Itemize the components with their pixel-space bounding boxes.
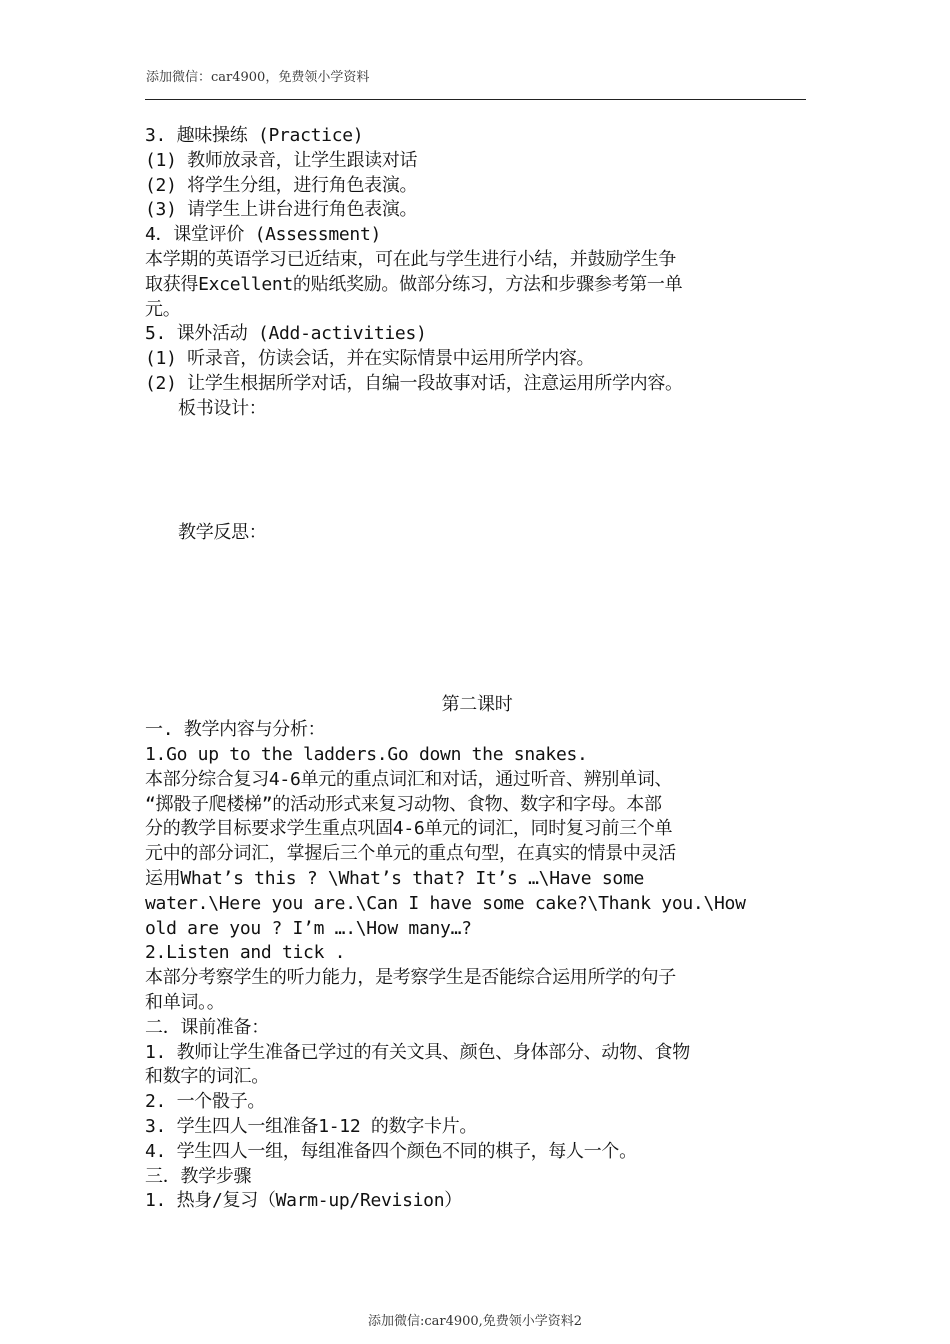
part-1-text-line-7: old are you ? I’m ….\How many…? bbox=[145, 917, 472, 939]
practice-assessment-activities-section bbox=[145, 124, 809, 422]
add-activities-heading: 5. 课外活动 (Add-activities) bbox=[145, 323, 427, 345]
part-1-text-line-4: 元中的部分词汇，掌握后三个单元的重点句型，在真实的情景中灵活 bbox=[145, 843, 676, 865]
part-2-title: 2.Listen and tick . bbox=[145, 942, 346, 964]
assessment-text-line-2: 取获得Excellent的贴纸奖励。做部分练习，方法和步骤参考第一单 bbox=[145, 273, 683, 295]
preparation-item-1-line-1: 1. 教师让学生准备已学过的有关文具、颜色、身体部分、动物、食物 bbox=[145, 1041, 690, 1063]
assessment-text-line-3: 元。 bbox=[145, 298, 181, 320]
lesson-two-section bbox=[145, 718, 809, 1214]
assessment-text-line-1: 本学期的英语学习已近结束，可在此与学生进行小结，并鼓励学生争 bbox=[145, 248, 676, 270]
part-1-text-line-2: “掷骰子爬楼梯”的活动形式来复习动物、食物、数字和字母。本部 bbox=[145, 793, 662, 815]
part-2-text-line-1: 本部分考察学生的听力能力，是考察学生是否能综合运用所学的句子 bbox=[145, 967, 676, 989]
header-divider bbox=[145, 99, 806, 100]
preparation-item-1-line-2: 和数字的词汇。 bbox=[145, 1066, 269, 1088]
teaching-steps-heading: 三．教学步骤 bbox=[145, 1165, 252, 1187]
practice-heading: 3. 趣味操练 (Practice) bbox=[145, 125, 364, 146]
part-1-text-line-1: 本部分综合复习4-6单元的重点词汇和对话，通过听音、辨别单词、 bbox=[145, 768, 673, 790]
preparation-heading: 二．课前准备： bbox=[145, 1016, 269, 1038]
board-design-label: 板书设计： bbox=[178, 397, 267, 419]
practice-step-3: (3) 请学生上讲台进行角色表演。 bbox=[145, 199, 418, 221]
document-body bbox=[145, 124, 809, 1214]
part-1-text-line-5: 运用What’s this ? \What’s that? It’s …\Have some bbox=[145, 867, 645, 889]
preparation-item-3: 3. 学生四人一组准备1-12 的数字卡片。 bbox=[145, 1115, 478, 1137]
page-footer: 添加微信:car4900,免费领小学资料2 bbox=[367, 1314, 583, 1329]
add-activity-1: (1) 听录音，仿读会话，并在实际情景中运用所学内容。 bbox=[145, 348, 595, 370]
part-2-text-line-2: 和单词。。 bbox=[145, 991, 225, 1013]
preparation-item-4: 4. 学生四人一组，每组准备四个颜色不同的棋子，每人一个。 bbox=[145, 1140, 637, 1162]
preparation-item-2: 2. 一个骰子。 bbox=[145, 1091, 266, 1113]
assessment-heading: 4．课堂评价 (Assessment) bbox=[145, 224, 382, 246]
lesson-title: 第二课时 bbox=[441, 694, 513, 716]
part-1-title: 1.Go up to the ladders.Go down the snakes. bbox=[145, 743, 588, 765]
teaching-reflection-label: 教学反思： bbox=[178, 521, 267, 543]
blank-board-design-area bbox=[145, 422, 809, 521]
practice-step-1: (1) 教师放录音，让学生跟读对话 bbox=[145, 149, 418, 171]
content-analysis-heading: 一. 教学内容与分析： bbox=[145, 719, 326, 741]
warm-up-step: 1. 热身/复习（Warm-up/Revision） bbox=[145, 1190, 462, 1212]
practice-step-2: (2) 将学生分组，进行角色表演。 bbox=[145, 174, 418, 196]
part-1-text-line-6: water.\Here you are.\Can I have some cake?\Thank you.\How bbox=[145, 892, 746, 914]
part-1-text-line-3: 分的教学目标要求学生重点巩固4-6单元的词汇，同时复习前三个单 bbox=[145, 818, 673, 840]
blank-reflection-area bbox=[145, 545, 809, 693]
add-activity-2: (2) 让学生根据所学对话，自编一段故事对话，注意运用所学内容。 bbox=[145, 372, 683, 394]
page-header: 添加微信：car4900，免费领小学资料 bbox=[146, 70, 370, 85]
